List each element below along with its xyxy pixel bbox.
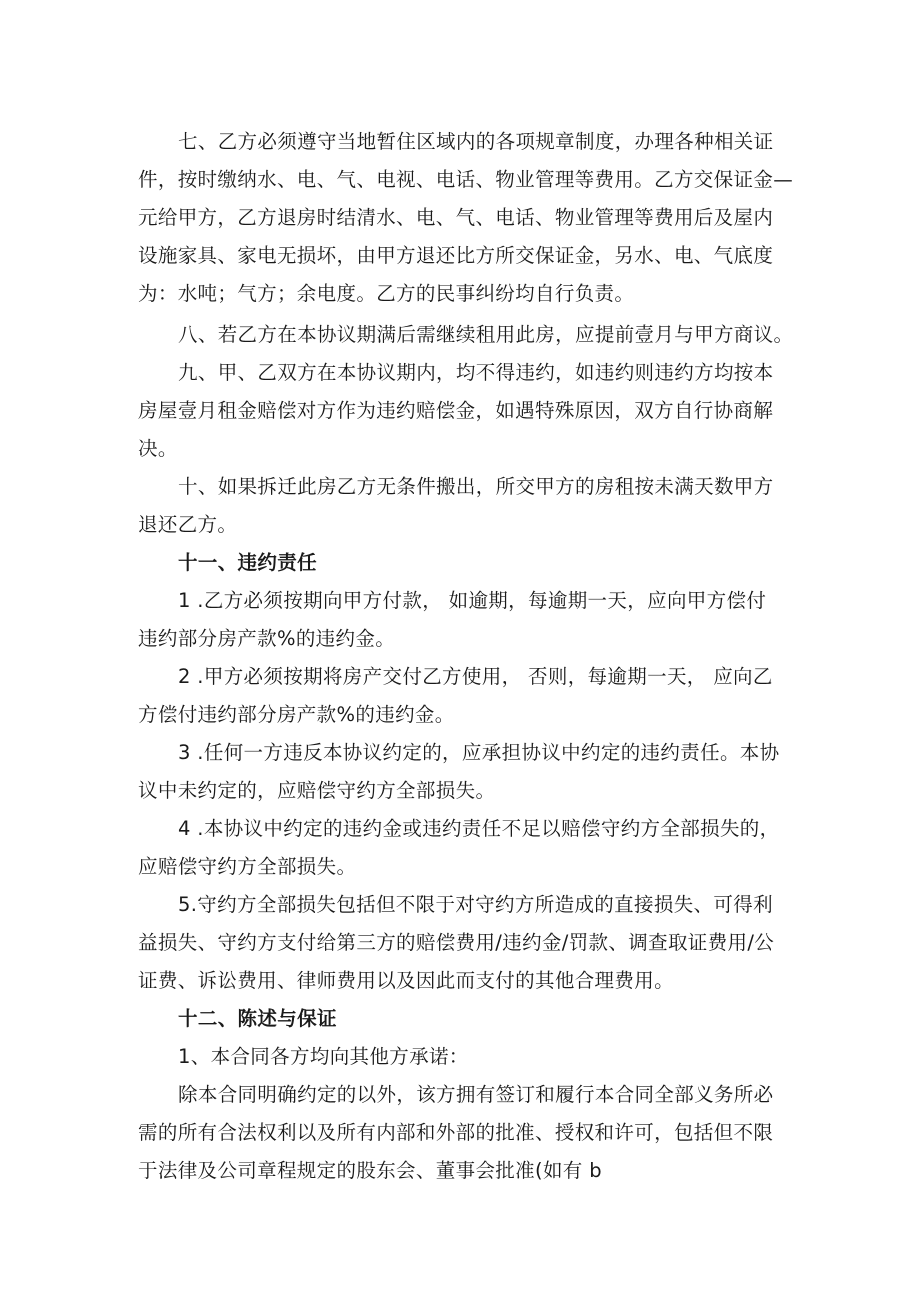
text-line: 房屋壹月租金赔偿对方作为违约赔偿金，如遇特殊原因，双方自行协商解 [138, 399, 774, 422]
text-line: 2 .甲方必须按期将房产交付乙方使用， 否则，每逾期一天， 应向乙 [178, 665, 773, 688]
text-line: 于法律及公司章程规定的股东会、董事会批准(如有 b [138, 1159, 602, 1182]
text-line: 设施家具、家电无损坏，由甲方退还比方所交保证金，另水、电、气底度 [138, 244, 774, 267]
text-line: 决。 [138, 437, 178, 460]
text-line: 元给甲方，乙方退房时结清水、电、气、电话、物业管理等费用后及屋内 [138, 206, 774, 229]
text-line: 为：水吨；气方；余电度。乙方的民事纠纷均自行负责。 [138, 282, 635, 305]
text-line: 九、甲、乙双方在本协议期内，均不得违约，如违约则违约方均按本 [178, 361, 774, 384]
text-line: 方偿付违约部分房产款%的违约金。 [138, 703, 455, 726]
text-line: 件，按时缴纳水、电、气、电视、电话、物业管理等费用。乙方交保证金— [138, 168, 794, 191]
section-heading: 十一、违约责任 [178, 551, 317, 574]
text-line: 十、如果拆迁此房乙方无条件搬出，所交甲方的房租按未满天数甲方 [178, 475, 774, 498]
text-line: 退还乙方。 [138, 513, 238, 536]
text-line: 应赔偿守约方全部损失。 [138, 855, 357, 878]
text-line: 除本合同明确约定的以外，该方拥有签订和履行本合同全部义务所必 [178, 1083, 774, 1106]
text-line: 5.守约方全部损失包括但不限于对守约方所造成的直接损失、可得利 [178, 893, 773, 916]
text-line: 1 .乙方必须按期向甲方付款， 如逾期，每逾期一天，应向甲方偿付 [178, 589, 767, 612]
text-line: 益损失、守约方支付给第三方的赔偿费用/违约金/罚款、调查取证费用/公 [138, 931, 775, 954]
text-line: 违约部分房产款%的违约金。 [138, 627, 396, 650]
text-line: 4 .本协议中约定的违约金或违约责任不足以赔偿守约方全部损失的， [178, 817, 780, 840]
text-line: 需的所有合法权利以及所有内部和外部的批准、授权和许可，包括但不限 [138, 1121, 774, 1144]
section-heading: 十二、陈述与保证 [178, 1007, 337, 1030]
text-line: 议中未约定的，应赔偿守约方全部损失。 [138, 779, 496, 802]
text-line: 七、乙方必须遵守当地暂住区域内的各项规章制度，办理各种相关证 [178, 130, 774, 153]
text-line: 1、本合同各方均向其他方承诺： [178, 1045, 469, 1068]
text-line: 证费、诉讼费用、律师费用以及因此而支付的其他合理费用。 [138, 969, 674, 992]
text-line: 八、若乙方在本协议期满后需继续租用此房，应提前壹月与甲方商议。 [178, 323, 794, 346]
text-line: 3 .任何一方违反本协议约定的，应承担协议中约定的违约责任。本协 [178, 741, 780, 764]
